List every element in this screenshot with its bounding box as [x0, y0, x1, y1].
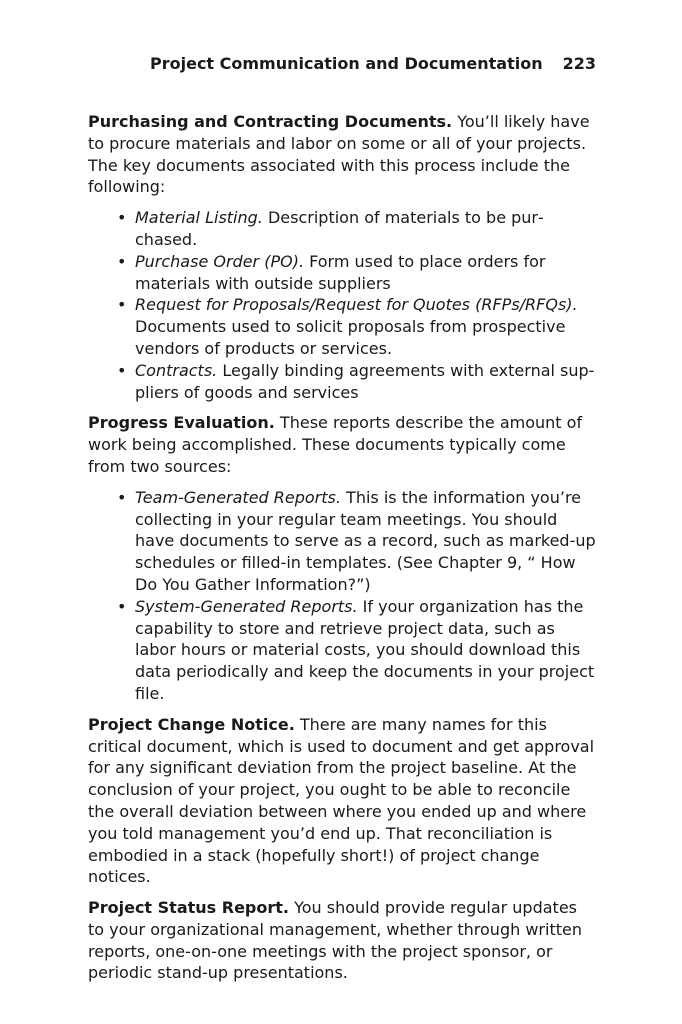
page-number: 223	[562, 54, 596, 73]
section-change-notice	[88, 714, 598, 888]
purchasing-list	[88, 207, 598, 403]
section-heading: Progress Evaluation.	[88, 413, 275, 433]
list-item-term: Contracts.	[135, 360, 218, 380]
list-item-term: Purchase Order (PO).	[135, 251, 305, 271]
list-item-text: Form used to place orders for materials with outside suppliers	[135, 251, 546, 293]
section-body: You’ll likely have to procure materials and labor on some or all of your projects. The key documents associated with this process include the following:	[88, 112, 590, 197]
section-body: These reports describe the amount of work being accomplished. These documents typically come from two sources:	[88, 413, 583, 476]
list-item	[135, 251, 598, 295]
list-item-term: Request for Proposals/Request for Quotes (RFPs/RFQs).	[135, 295, 578, 315]
list-item-text: Legally binding agreements with external suppliers of goods and services	[135, 360, 595, 402]
progress-list	[88, 487, 598, 705]
list-item-text: Documents used to solicit proposals from prospective vendors of products or services.	[135, 317, 566, 358]
section-heading: Purchasing and Contracting Documents.	[88, 112, 453, 131]
running-head-title: Project Communication and Documentation	[150, 54, 543, 73]
list-item	[135, 207, 598, 251]
section-heading: Project Status Report.	[88, 898, 289, 918]
section-body: There are many names for this critical document, which is used to document and get approval for any significant deviation from the project baseline. At the conclusion of your project, you ought to be able to reconcile the overall deviation between where you ended up and where you told management you’d end up. That reconciliation is embodied in a stack (hopefully short!) of project change notices.	[88, 714, 595, 887]
list-item	[135, 596, 598, 705]
list-item-term: Material Listing.	[135, 208, 263, 228]
section-purchasing	[88, 111, 598, 198]
page-body	[88, 111, 598, 993]
list-item-term: System-Generated Reports.	[135, 596, 358, 616]
section-status-report	[88, 897, 598, 984]
list-item-text: This is the information you’re collecting in your regular team meetings. You should have documents to serve as a record, such as marked-up schedules or filled-in templates. (See Chapter 9, “ How Do You Gather Information?”)	[135, 487, 596, 594]
section-body: You should provide regular updates to your organizational management, whether through written reports, one-on-one meetings with the project sponsor, or periodic stand-up presentations.	[88, 898, 582, 983]
section-heading: Project Change Notice.	[88, 714, 295, 734]
list-item-text: If your organization has the capability to store and retrieve project data, such as labor hours or material costs, you should download this data periodically and keep the documents in your project file.	[135, 596, 595, 703]
list-item	[135, 487, 598, 596]
list-item	[135, 294, 598, 359]
list-item-term: Team-Generated Reports.	[135, 487, 341, 507]
list-item-text: Description of materials to be purchased.	[135, 208, 544, 249]
running-head	[88, 54, 596, 74]
list-item	[135, 360, 598, 404]
section-progress	[88, 412, 598, 477]
